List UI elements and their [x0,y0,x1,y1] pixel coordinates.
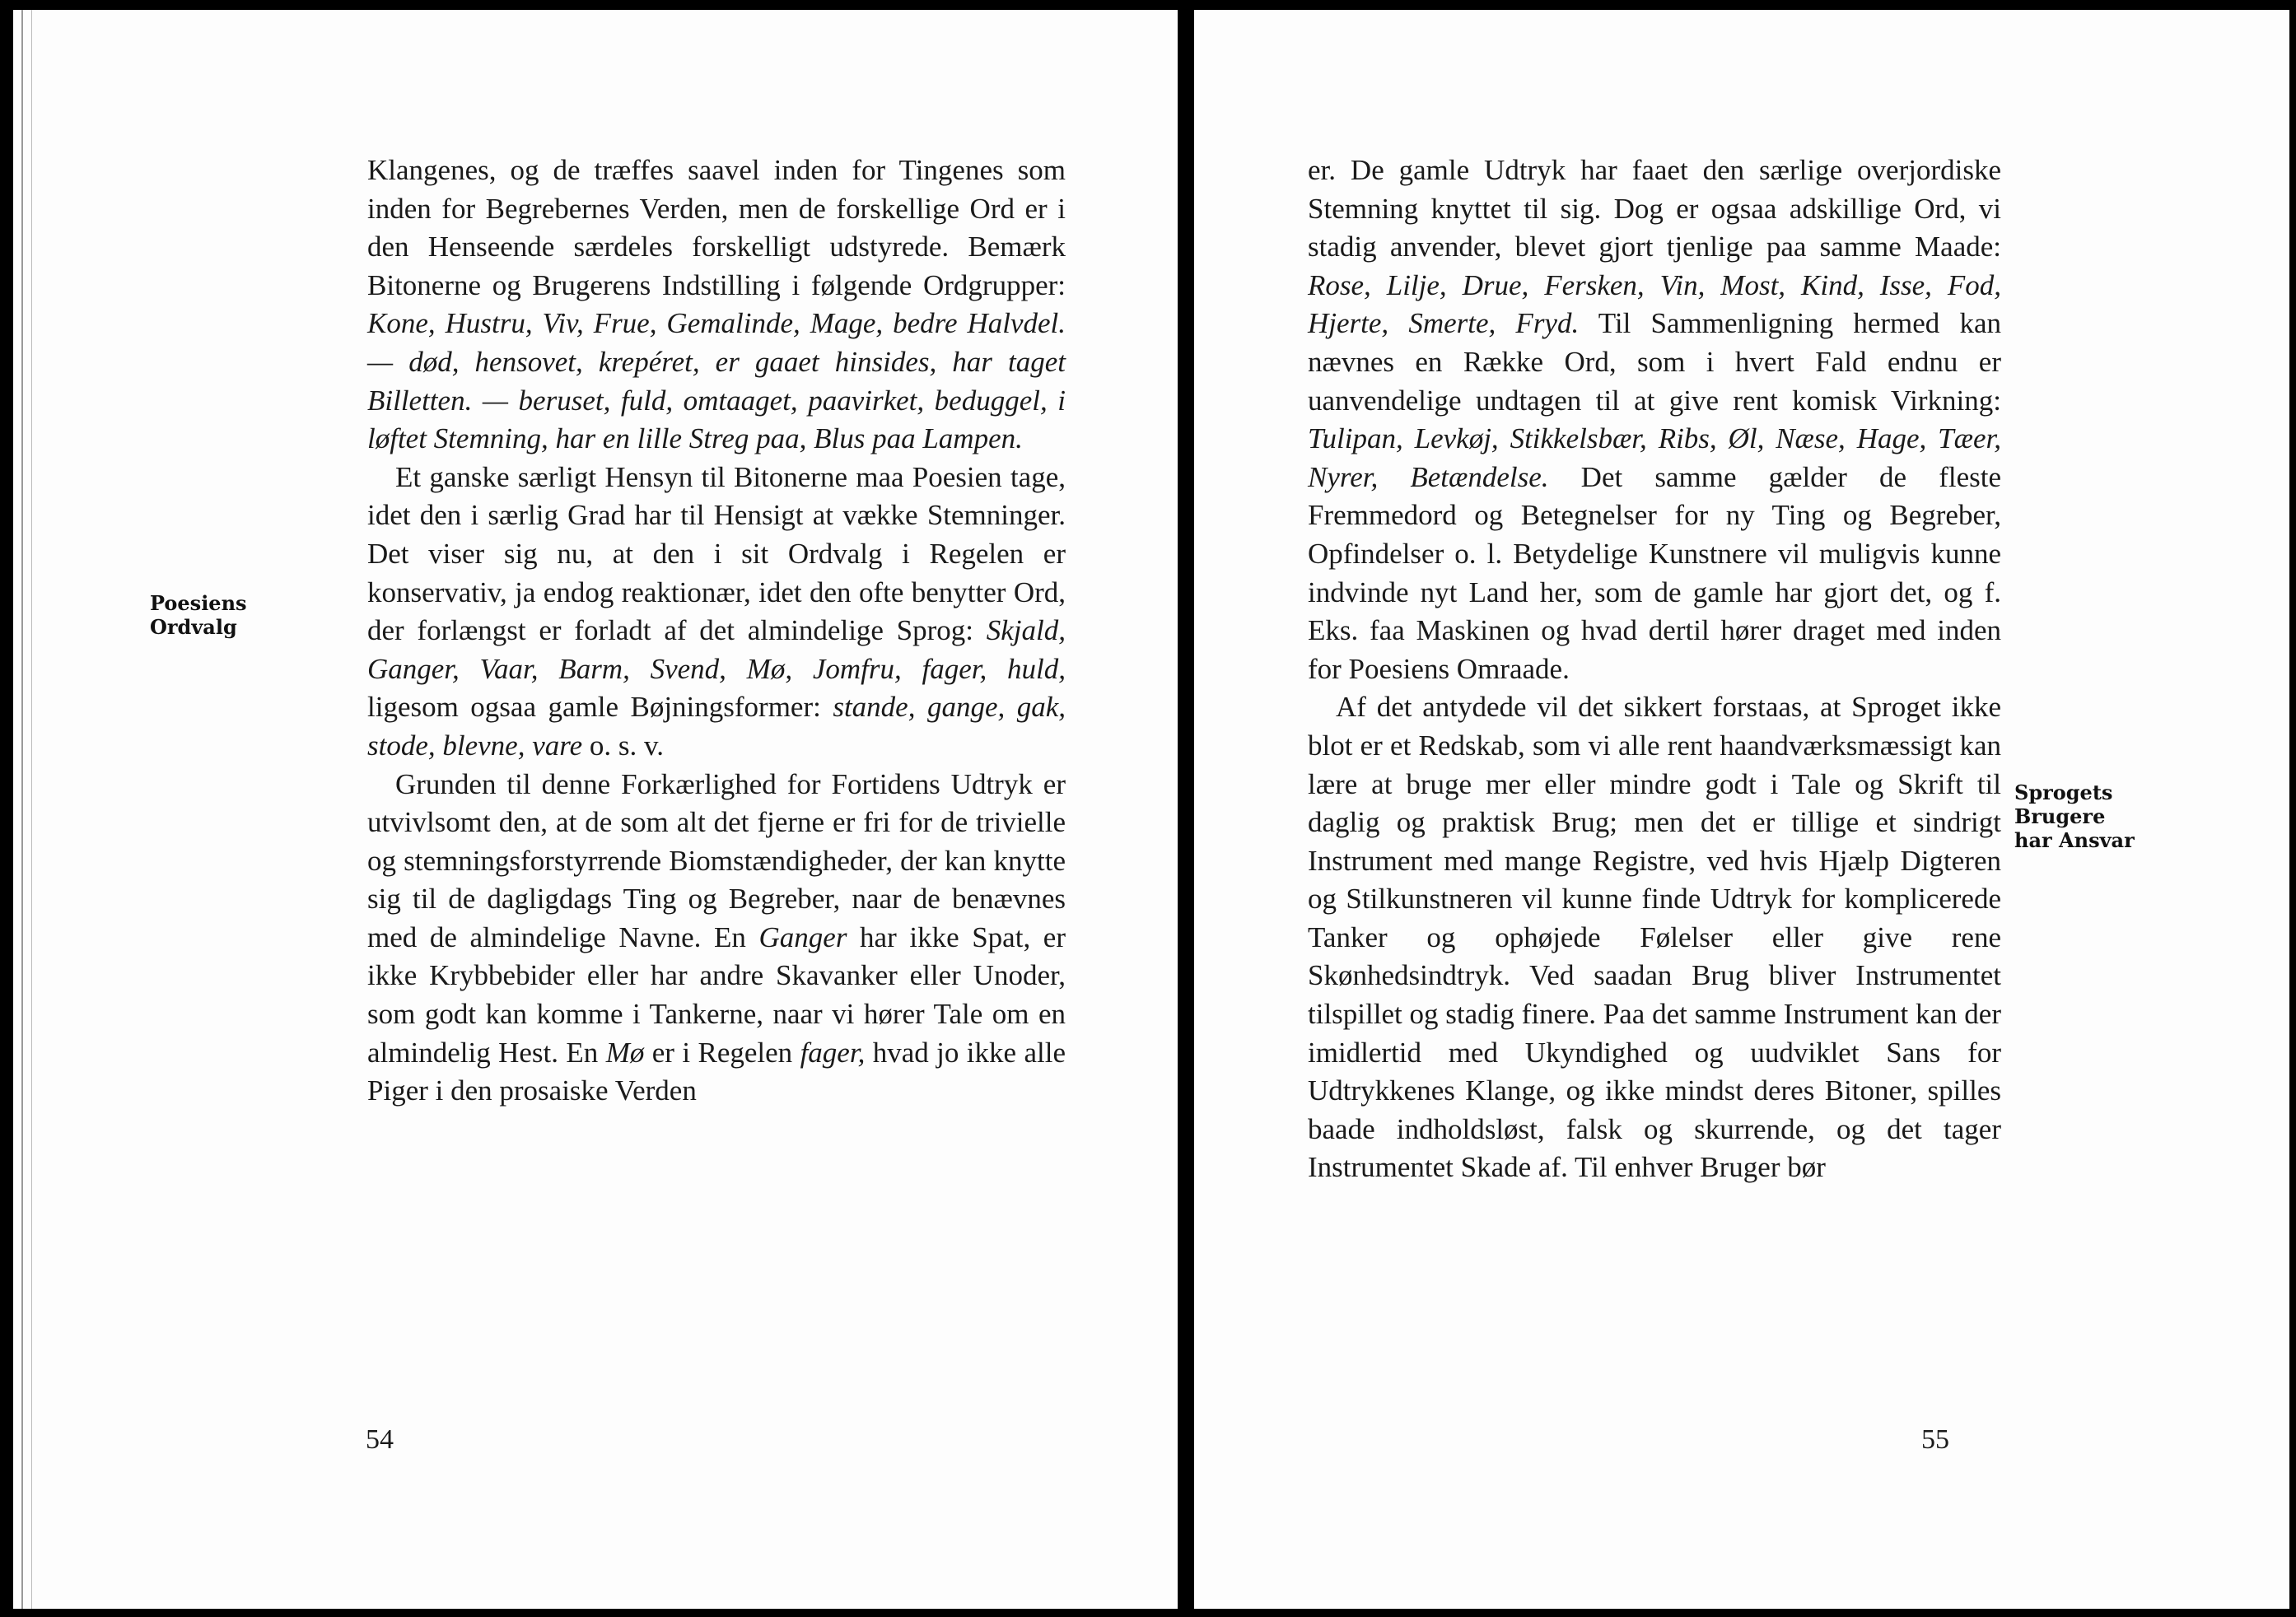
page-edge-line [31,10,32,1609]
margin-note-line: Poesiens [150,591,247,615]
text-segment: Klangenes, og de træffes saavel inden for Tingenes som inden for Begrebernes Verden, men de forskellige Ord er i den Henseende særdeles forskelligt udstyrede. Bemærk Bitonerne og Brugerens Indstilling i følgende Ordgrupper: [367,154,1066,301]
left-page [13,10,1178,1609]
paragraph [1308,151,2001,688]
text-segment: Til Sammenligning hermed kan nævnes en Række Ord, som i hvert Fald endnu er uanvendelige undtagen til at give rent komisk Virkning: [1308,307,2002,417]
right-page [1194,10,2289,1609]
text-segment: hvad jo ikke alle Piger i den prosaiske Verden [367,1036,1066,1107]
text-segment: Det samme gælder de fleste Fremmedord og Betegnelser for ny Ting og Begreber, Opfindelser o. l. Betydelige Kunstnere vil muligvis kunne indvinde nyt Land her, som de gamle har gjort det, og f. Eks. faa Maskinen og hvad dertil hører draget med inden for Poesiens Omraade. [1308,460,2002,685]
text-segment: har ikke Spat, er ikke Krybbebider eller har andre Skavanker eller Unoder, som godt kan komme i Tankerne, naar vi hører Tale om en almindelig Hest. En [367,920,1066,1069]
italic-text-segment: stande, gange, gak, stode, blevne, vare [367,691,1066,762]
text-segment: Grunden til denne Forkærlighed for Fortidens Udtryk er utvivlsomt den, at de som alt det fjerne er fri for de trivielle og stemningsforstyrrende Biomstændigheder, der kan knytte sig til de dagligdags Ting og Begreber, naar de benævnes med de almindelige Navne. En [367,767,1066,953]
body-text [367,151,1066,1111]
italic-text-segment: Tulipan, Levkøj, Stikkelsbær, Ribs, Øl, Næse, Hage, Tæer, Nyrer, Betændelse. [1308,422,2001,493]
text-segment: Af det antydede vil det sikkert forstaas, at Sproget ikke blot er et Redskab, som vi alle rent haandværksmæssigt kan lære at bruge mer eller mindre godt i Tale og Skrift til daglig og praktisk Brug; men det er tillige et sindrigt Instrument med mange Registre, ved hvis Hjælp Digteren og Stilkunstneren vil kunne finde Udtryk for komplicerede Tanker og ophøjede Følelser eller give rene Skønhedsindtryk. Ved saadan Brug bliver Instrumentet tilspillet og stadig finere. Paa det samme Instrument kan der imidlertid med Ukyndighed og uudviklet Sans for Udtrykkenes Klange, og ikke mindst deres Bitoner, spilles baade indholdsløst, falsk og skurrende, og det tager Instrumentet Skade af. Til enhver Bruger bør [1308,691,2001,1184]
text-segment: o. s. v. [582,729,664,762]
margin-note-line: Sprogets [2014,781,2113,804]
italic-text-segment: fager, [800,1036,866,1069]
margin-note-line: Brugere [2014,804,2106,828]
text-segment: Et ganske særligt Hensyn til Bitonerne maa Poesien tage, idet den i særlig Grad har til Hensigt at vække Stemninger. Det viser sig nu, at den i sit Ordvalg i Regelen er konservativ, ja endog reaktionær, idet den ofte benytter Ord, der forlængst er forladt af det almindelige Sprog: [367,460,1066,647]
italic-text-segment: Mø [605,1036,645,1069]
page-number: 54 [366,1424,394,1455]
italic-text-segment: Ganger [758,920,847,953]
paragraph [367,459,1066,766]
margin-note [2014,781,2135,852]
margin-note-line: har Ansvar [2014,828,2135,852]
page-number: 55 [1921,1424,1949,1455]
italic-text-segment: Rose, Lilje, Drue, Fersken, Vin, Most, Kind, Isse, Fod, Hjerte, Smerte, Fryd. [1308,268,2001,340]
paragraph [1308,688,2001,1187]
paragraph [367,151,1066,459]
text-segment: ligesom ogsaa gamle Bøjningsformer: [367,691,833,724]
body-text [1308,151,2001,1187]
text-segment: er. De gamle Udtryk har faaet den særlige overjordiske Stemning knyttet til sig. Dog er ogsaa adskillige Ord, vi stadig anvender, blevet gjort tjenlige paa samme Maade: [1308,154,2001,263]
margin-note [150,591,247,639]
margin-note-line: Ordvalg [150,615,237,639]
text-segment: er i Regelen [644,1036,800,1069]
italic-text-segment: Kone, Hustru, Viv, Frue, Gemalinde, Mage, bedre Halvdel. — død, hensovet, krepéret, er gaaet hinsides, har taget Billetten. — beruset, fuld, omtaaget, paavirket, beduggel, i løftet Stemning, har en lille Streg paa, Blus paa Lampen. [367,307,1066,455]
italic-text-segment: Skjald, Ganger, Vaar, Barm, Svend, Mø, Jomfru, fager, huld, [367,614,1066,685]
paragraph [367,766,1066,1111]
page-edge-line [21,10,23,1609]
